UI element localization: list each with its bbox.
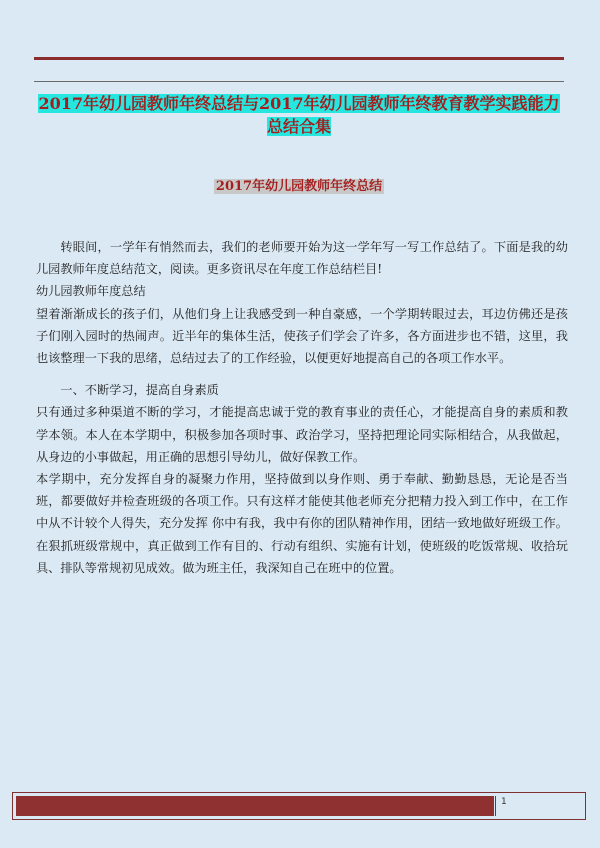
reflection-paragraph: 望着渐渐成长的孩子们，从他们身上让我感受到一种自豪感，一个学期转眼过去，耳边仿佛还是孩子们刚入园时的热闹声。近半年的集体生活，使孩子们学会了许多，各方面进步也不错，这里，我也该整理一下我的思绪，总结过去了的工作经验，以便更好地提高自己的各项工作水平。 — [36, 306, 568, 366]
document-title-text: 2017年幼儿园教师年终总结与2017年幼儿园教师年终教育教学实践能力总结合集 — [38, 94, 560, 136]
header-rule-thick — [34, 57, 564, 60]
teamwork-paragraph: 本学期中，充分发挥自身的凝聚力作用，坚持做到以身作则、勇于奉献、勤勤恳恳，无论是否当班，都要做好并检查班级的各项工作。只有这样才能使其他老师充分把精力投入到工作中，在工作中从不计较个人得失，充分发挥 你中有我，我中有你的团队精神作用，团结一致地做好班级工作。在狠抓班级常规中，真正做到工作有目的、行动有组织、实施有计划，使班级的吃饭常规、收拾玩具、排队等常规初见成效。做为班主任，我深知自己在班中的位置。 — [36, 472, 568, 575]
footer-bar — [16, 796, 494, 816]
section-heading-study: 一、不断学习，提高自身素质 — [60, 383, 219, 398]
section-title-text: 2017年幼儿园教师年终总结 — [215, 179, 383, 194]
page-number: 1 — [501, 797, 507, 807]
section-title — [34, 178, 564, 196]
footer-divider — [495, 796, 496, 816]
document-title — [34, 92, 564, 138]
page-footer — [12, 792, 586, 820]
study-paragraph: 只有通过多种渠道不断的学习，才能提高忠诚于党的教育事业的责任心，才能提高自身的素质和教学本领。本人在本学期中，积极参加各项时事、政治学习，坚持把理论同实际相结合，从我做起，从身边的小事做起，用正确的思想引导幼儿，做好保教工作。 — [36, 405, 568, 464]
summary-heading: 幼儿园教师年度总结 — [36, 284, 146, 299]
document-body — [36, 236, 568, 579]
intro-paragraph: 转眼间，一学年有悄然而去，我们的老师要开始为这一学年写一写工作总结了。下面是我的幼儿园教师年度总结范文，阅读。更多资讯尽在年度工作总结栏目! — [36, 240, 568, 277]
header-rule-thin — [34, 81, 564, 82]
